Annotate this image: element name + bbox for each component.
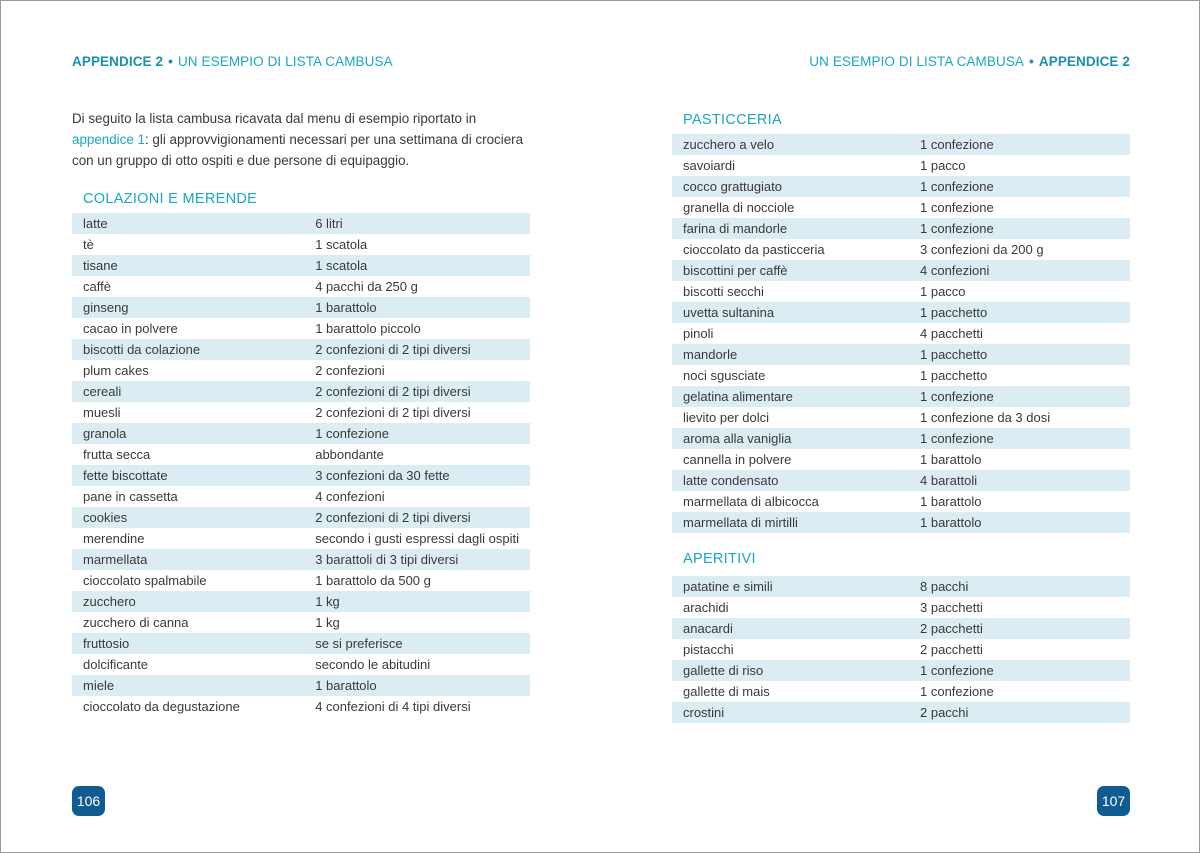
item-name: noci sgusciate — [672, 365, 909, 386]
table-row — [72, 465, 530, 486]
table-row — [72, 633, 530, 654]
item-name: crostini — [672, 702, 909, 723]
table-row — [72, 423, 530, 444]
item-quantity: 2 confezioni di 2 tipi diversi — [304, 402, 530, 423]
item-quantity: abbondante — [304, 444, 530, 465]
table-row — [72, 276, 530, 297]
item-quantity: 1 confezione — [304, 423, 530, 444]
table-row — [672, 386, 1130, 407]
item-quantity: 3 barattoli di 3 tipi diversi — [304, 549, 530, 570]
item-quantity: 2 pacchi — [909, 702, 1130, 723]
item-name: mandorle — [672, 344, 909, 365]
table-row — [72, 444, 530, 465]
item-name: tè — [72, 234, 304, 255]
page-number-left: 106 — [72, 786, 105, 816]
table-row — [72, 360, 530, 381]
table-row — [672, 449, 1130, 470]
appendix-link[interactable]: appendice 1 — [72, 132, 145, 147]
item-quantity: 4 pacchi da 250 g — [304, 276, 530, 297]
intro-text-after: : gli approvvigionamenti necessari per una settimana di crociera con un gruppo di otto ospiti e due persone di equipaggio. — [72, 132, 524, 168]
item-quantity: 2 confezioni di 2 tipi diversi — [304, 507, 530, 528]
item-name: gallette di riso — [672, 660, 909, 681]
table-row — [72, 381, 530, 402]
item-quantity: 1 barattolo — [909, 491, 1130, 512]
item-name: zucchero a velo — [672, 134, 909, 155]
running-head-title-part1: UN ESEMPIO DI — [809, 54, 913, 69]
item-quantity: 8 pacchi — [909, 576, 1130, 597]
item-quantity: 1 barattolo piccolo — [304, 318, 530, 339]
intro-paragraph — [72, 108, 532, 171]
table-row — [672, 323, 1130, 344]
item-quantity: 3 confezioni da 30 fette — [304, 465, 530, 486]
table-row — [672, 618, 1130, 639]
item-name: gallette di mais — [672, 681, 909, 702]
item-quantity: 4 confezioni — [909, 260, 1130, 281]
item-quantity: 2 pacchetti — [909, 618, 1130, 639]
item-quantity: 1 confezione — [909, 218, 1130, 239]
item-quantity: se si preferisce — [304, 633, 530, 654]
running-head-appendix: APPENDICE 2 — [72, 54, 164, 69]
item-name: ginseng — [72, 297, 304, 318]
item-quantity: 4 barattoli — [909, 470, 1130, 491]
table-row — [672, 660, 1130, 681]
item-quantity: 1 pacco — [909, 281, 1130, 302]
item-quantity: 1 kg — [304, 612, 530, 633]
table-row — [672, 197, 1130, 218]
table-row — [672, 176, 1130, 197]
item-name: tisane — [72, 255, 304, 276]
item-quantity: 1 barattolo — [909, 512, 1130, 533]
item-name: caffè — [72, 276, 304, 297]
table-row — [672, 260, 1130, 281]
table-row — [672, 597, 1130, 618]
table-row — [72, 297, 530, 318]
item-quantity: 1 scatola — [304, 234, 530, 255]
running-head-title-part2: LISTA CAMBUSA — [285, 54, 393, 69]
item-name: plum cakes — [72, 360, 304, 381]
item-name: fette biscottate — [72, 465, 304, 486]
item-name: pistacchi — [672, 639, 909, 660]
table-row — [72, 696, 530, 717]
item-quantity: 1 pacchetto — [909, 344, 1130, 365]
running-head-separator: • — [1029, 54, 1034, 69]
table-row — [672, 702, 1130, 723]
table-row — [72, 318, 530, 339]
item-name: pinoli — [672, 323, 909, 344]
item-name: cereali — [72, 381, 304, 402]
table-row — [72, 570, 530, 591]
table-aperitivi — [672, 576, 1130, 723]
table-row — [672, 239, 1130, 260]
item-quantity: secondo i gusti espressi dagli ospiti — [304, 528, 530, 549]
right-page — [601, 1, 1200, 852]
table-row — [672, 470, 1130, 491]
table-row — [72, 549, 530, 570]
item-name: biscotti da colazione — [72, 339, 304, 360]
item-name: dolcificante — [72, 654, 304, 675]
table-row — [72, 213, 530, 234]
running-head-right — [809, 54, 1130, 69]
item-quantity: 1 confezione — [909, 197, 1130, 218]
table-row — [72, 675, 530, 696]
table-pasticceria — [672, 134, 1130, 533]
table-row — [72, 234, 530, 255]
item-name: miele — [72, 675, 304, 696]
table-row — [72, 486, 530, 507]
item-quantity: 1 pacchetto — [909, 365, 1130, 386]
table-row — [672, 428, 1130, 449]
item-name: gelatina alimentare — [672, 386, 909, 407]
item-name: pane in cassetta — [72, 486, 304, 507]
running-head-title-part1: UN ESEMPIO DI — [177, 54, 282, 69]
item-name: latte — [72, 213, 304, 234]
item-quantity: 1 confezione — [909, 176, 1130, 197]
item-name: cioccolato da pasticceria — [672, 239, 909, 260]
item-name: arachidi — [672, 597, 909, 618]
table-row — [72, 612, 530, 633]
item-name: frutta secca — [72, 444, 304, 465]
item-name: biscotti secchi — [672, 281, 909, 302]
section-title-colazioni: COLAZIONI E MERENDE — [83, 191, 258, 207]
table-row — [672, 491, 1130, 512]
item-name: merendine — [72, 528, 304, 549]
item-quantity: 2 confezioni di 2 tipi diversi — [304, 339, 530, 360]
intro-text-before: Di seguito la lista cambusa ricavata dal menu di esempio riportato in — [72, 111, 477, 126]
item-quantity: 1 confezione — [909, 134, 1130, 155]
item-name: biscottini per caffè — [672, 260, 909, 281]
table-row — [672, 218, 1130, 239]
item-quantity: 1 confezione — [909, 681, 1130, 702]
item-quantity: 1 barattolo — [304, 675, 530, 696]
item-name: farina di mandorle — [672, 218, 909, 239]
table-colazioni — [72, 213, 530, 717]
item-quantity: 3 pacchetti — [909, 597, 1130, 618]
table-row — [72, 339, 530, 360]
table-row — [72, 402, 530, 423]
item-quantity: 4 confezioni — [304, 486, 530, 507]
item-name: cocco grattugiato — [672, 176, 909, 197]
item-name: zucchero — [72, 591, 304, 612]
table-row — [72, 255, 530, 276]
table-row — [672, 407, 1130, 428]
item-name: granella di nocciole — [672, 197, 909, 218]
item-quantity: 3 confezioni da 200 g — [909, 239, 1130, 260]
running-head-title-part2: LISTA CAMBUSA — [916, 54, 1025, 69]
item-name: granola — [72, 423, 304, 444]
table-row — [672, 344, 1130, 365]
running-head-left — [72, 54, 393, 69]
item-quantity: 1 confezione da 3 dosi — [909, 407, 1130, 428]
item-name: uvetta sultanina — [672, 302, 909, 323]
item-quantity: 2 confezioni — [304, 360, 530, 381]
page-number-right: 107 — [1097, 786, 1130, 816]
item-quantity: 1 pacchetto — [909, 302, 1130, 323]
item-name: cookies — [72, 507, 304, 528]
item-quantity: secondo le abitudini — [304, 654, 530, 675]
item-quantity: 1 confezione — [909, 660, 1130, 681]
item-quantity: 2 pacchetti — [909, 639, 1130, 660]
table-row — [672, 134, 1130, 155]
running-head-appendix: APPENDICE 2 — [1038, 54, 1130, 69]
item-quantity: 4 confezioni di 4 tipi diversi — [304, 696, 530, 717]
item-name: cacao in polvere — [72, 318, 304, 339]
left-page — [1, 1, 600, 852]
table-row — [672, 512, 1130, 533]
item-name: marmellata di mirtilli — [672, 512, 909, 533]
table-row — [672, 155, 1130, 176]
table-row — [72, 654, 530, 675]
running-head-separator: • — [168, 54, 173, 69]
table-row — [672, 639, 1130, 660]
table-row — [672, 365, 1130, 386]
item-quantity: 1 barattolo — [304, 297, 530, 318]
item-name: zucchero di canna — [72, 612, 304, 633]
item-quantity: 1 pacco — [909, 155, 1130, 176]
table-row — [672, 302, 1130, 323]
item-name: muesli — [72, 402, 304, 423]
item-quantity: 4 pacchetti — [909, 323, 1130, 344]
item-name: latte condensato — [672, 470, 909, 491]
table-row — [72, 591, 530, 612]
item-quantity: 2 confezioni di 2 tipi diversi — [304, 381, 530, 402]
item-name: cioccolato spalmabile — [72, 570, 304, 591]
item-quantity: 1 scatola — [304, 255, 530, 276]
item-quantity: 6 litri — [304, 213, 530, 234]
item-quantity: 1 barattolo da 500 g — [304, 570, 530, 591]
table-row — [672, 281, 1130, 302]
item-quantity: 1 kg — [304, 591, 530, 612]
item-name: cannella in polvere — [672, 449, 909, 470]
item-name: anacardi — [672, 618, 909, 639]
table-row — [72, 528, 530, 549]
item-name: patatine e simili — [672, 576, 909, 597]
item-name: aroma alla vaniglia — [672, 428, 909, 449]
item-name: fruttosio — [72, 633, 304, 654]
item-quantity: 1 barattolo — [909, 449, 1130, 470]
section-title-aperitivi: APERITIVI — [683, 551, 756, 567]
item-name: marmellata di albicocca — [672, 491, 909, 512]
item-quantity: 1 confezione — [909, 428, 1130, 449]
item-name: marmellata — [72, 549, 304, 570]
item-name: cioccolato da degustazione — [72, 696, 304, 717]
table-row — [672, 681, 1130, 702]
table-row — [672, 576, 1130, 597]
item-name: lievito per dolci — [672, 407, 909, 428]
table-row — [72, 507, 530, 528]
item-name: savoiardi — [672, 155, 909, 176]
section-title-pasticceria: PASTICCERIA — [683, 112, 782, 128]
item-quantity: 1 confezione — [909, 386, 1130, 407]
